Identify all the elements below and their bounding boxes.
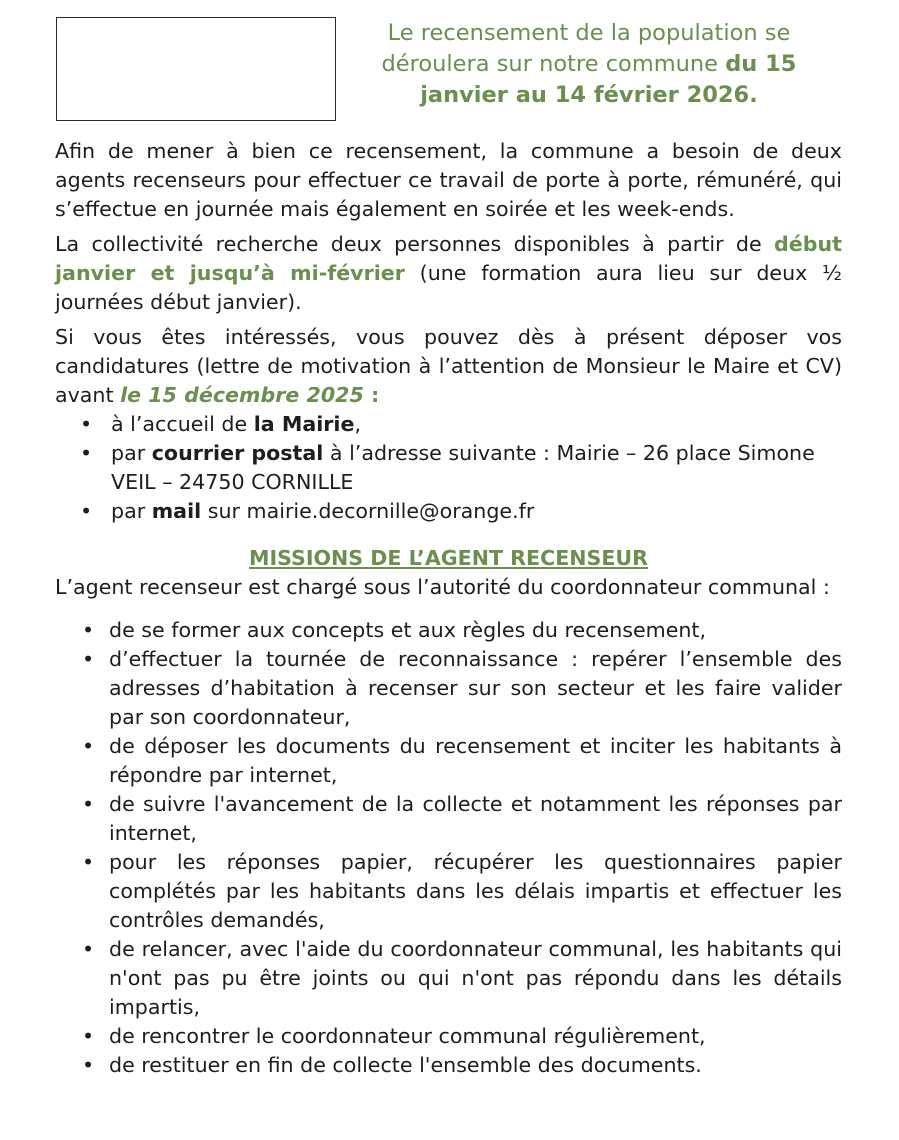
contact-text: par (111, 441, 152, 465)
headline-text: Le recensement de la population se déroulera sur notre commune (381, 20, 791, 77)
contact-bold: mail (151, 499, 202, 523)
contact-item-mairie (55, 410, 842, 439)
bullet: • (82, 1024, 95, 1048)
contact-list (55, 410, 842, 526)
contact-text: à l’accueil de (111, 412, 254, 436)
bullet: • (82, 792, 95, 816)
mission-text: pour les réponses papier, récupérer les questionnaires papier complétés par les habitants dans les délais impartis et effectuer les contrôles demandés, (109, 850, 842, 932)
document-body (55, 137, 842, 1080)
bullet: • (82, 937, 95, 961)
bullet: • (80, 441, 93, 465)
bullet: • (80, 499, 93, 523)
application-deadline: le 15 décembre 2025 (120, 383, 364, 407)
bullet: • (82, 647, 95, 671)
mission-item (55, 790, 842, 848)
mission-item (55, 645, 842, 732)
bullet: • (82, 734, 95, 758)
mission-item (55, 1051, 842, 1080)
availability-period: début janvier et jusqu’à mi-février (55, 232, 842, 285)
missions-list (55, 616, 842, 1080)
headline-dates: du 15 janvier au 14 février 2026. (420, 51, 797, 108)
bullet: • (82, 1053, 95, 1077)
mission-text: d’effectuer la tournée de reconnaissance : repérer l’ensemble des adresses d’habitation à recenser sur son secteur et les faire valider par son coordonnateur, (109, 647, 842, 729)
application-text: Si vous êtes intéressés, vous pouvez dès à présent déposer vos candidatures (lettre de motivation à l’attention de Monsieur le Maire et CV) avant (55, 325, 842, 407)
bullet: • (82, 618, 95, 642)
availability-training: (une formation aura lieu sur deux ½ journées début janvier). (55, 261, 843, 314)
paragraph-application (55, 323, 842, 410)
contact-email: sur mairie.decornille@orange.fr (201, 499, 535, 523)
bullet: • (82, 850, 95, 874)
mission-item (55, 935, 842, 1022)
mission-item (55, 732, 842, 790)
contact-item-mail (55, 497, 842, 526)
mission-text: de suivre l'avancement de la collecte et notamment les réponses par internet, (109, 792, 842, 845)
logo-placeholder-box (56, 17, 336, 121)
contact-bold: la Mairie (253, 412, 355, 436)
bullet: • (80, 412, 93, 436)
headline (352, 18, 826, 111)
mission-text: de relancer, avec l'aide du coordonnateur communal, les habitants qui n'ont pas pu être joints ou qui n'ont pas répondu dans les détails impartis, (109, 937, 842, 1019)
mission-text: de rencontrer le coordonnateur communal régulièrement, (109, 1024, 706, 1048)
mission-item (55, 616, 842, 645)
application-colon: : (363, 383, 380, 407)
mission-item (55, 848, 842, 935)
mission-text: de déposer les documents du recensement et inciter les habitants à répondre par internet, (109, 734, 842, 787)
mission-item (55, 1022, 842, 1051)
contact-bold: courrier postal (151, 441, 324, 465)
availability-text: La collectivité recherche deux personnes disponibles à partir de (55, 232, 775, 256)
contact-text-end: , (354, 412, 362, 436)
paragraph-availability (55, 230, 842, 317)
paragraph-agents-needed: Afin de mener à bien ce recensement, la commune a besoin de deux agents recenseurs pour effectuer ce travail de porte à porte, rémunéré, qui s’effectue en journée mais également en soirée et les week-ends. (55, 139, 842, 221)
missions-title: MISSIONS DE L’AGENT RECENSEUR (248, 546, 649, 570)
mission-text: de restituer en fin de collecte l'ensemble des documents. (109, 1053, 702, 1077)
contact-text: par (111, 499, 152, 523)
contact-item-courrier (55, 439, 842, 497)
mission-text: de se former aux concepts et aux règles du recensement, (109, 618, 707, 642)
missions-intro: L’agent recenseur est chargé sous l’autorité du coordonnateur communal : (55, 575, 830, 599)
contact-address: à l’adresse suivante : Mairie – 26 place Simone VEIL – 24750 CORNILLE (111, 441, 815, 494)
